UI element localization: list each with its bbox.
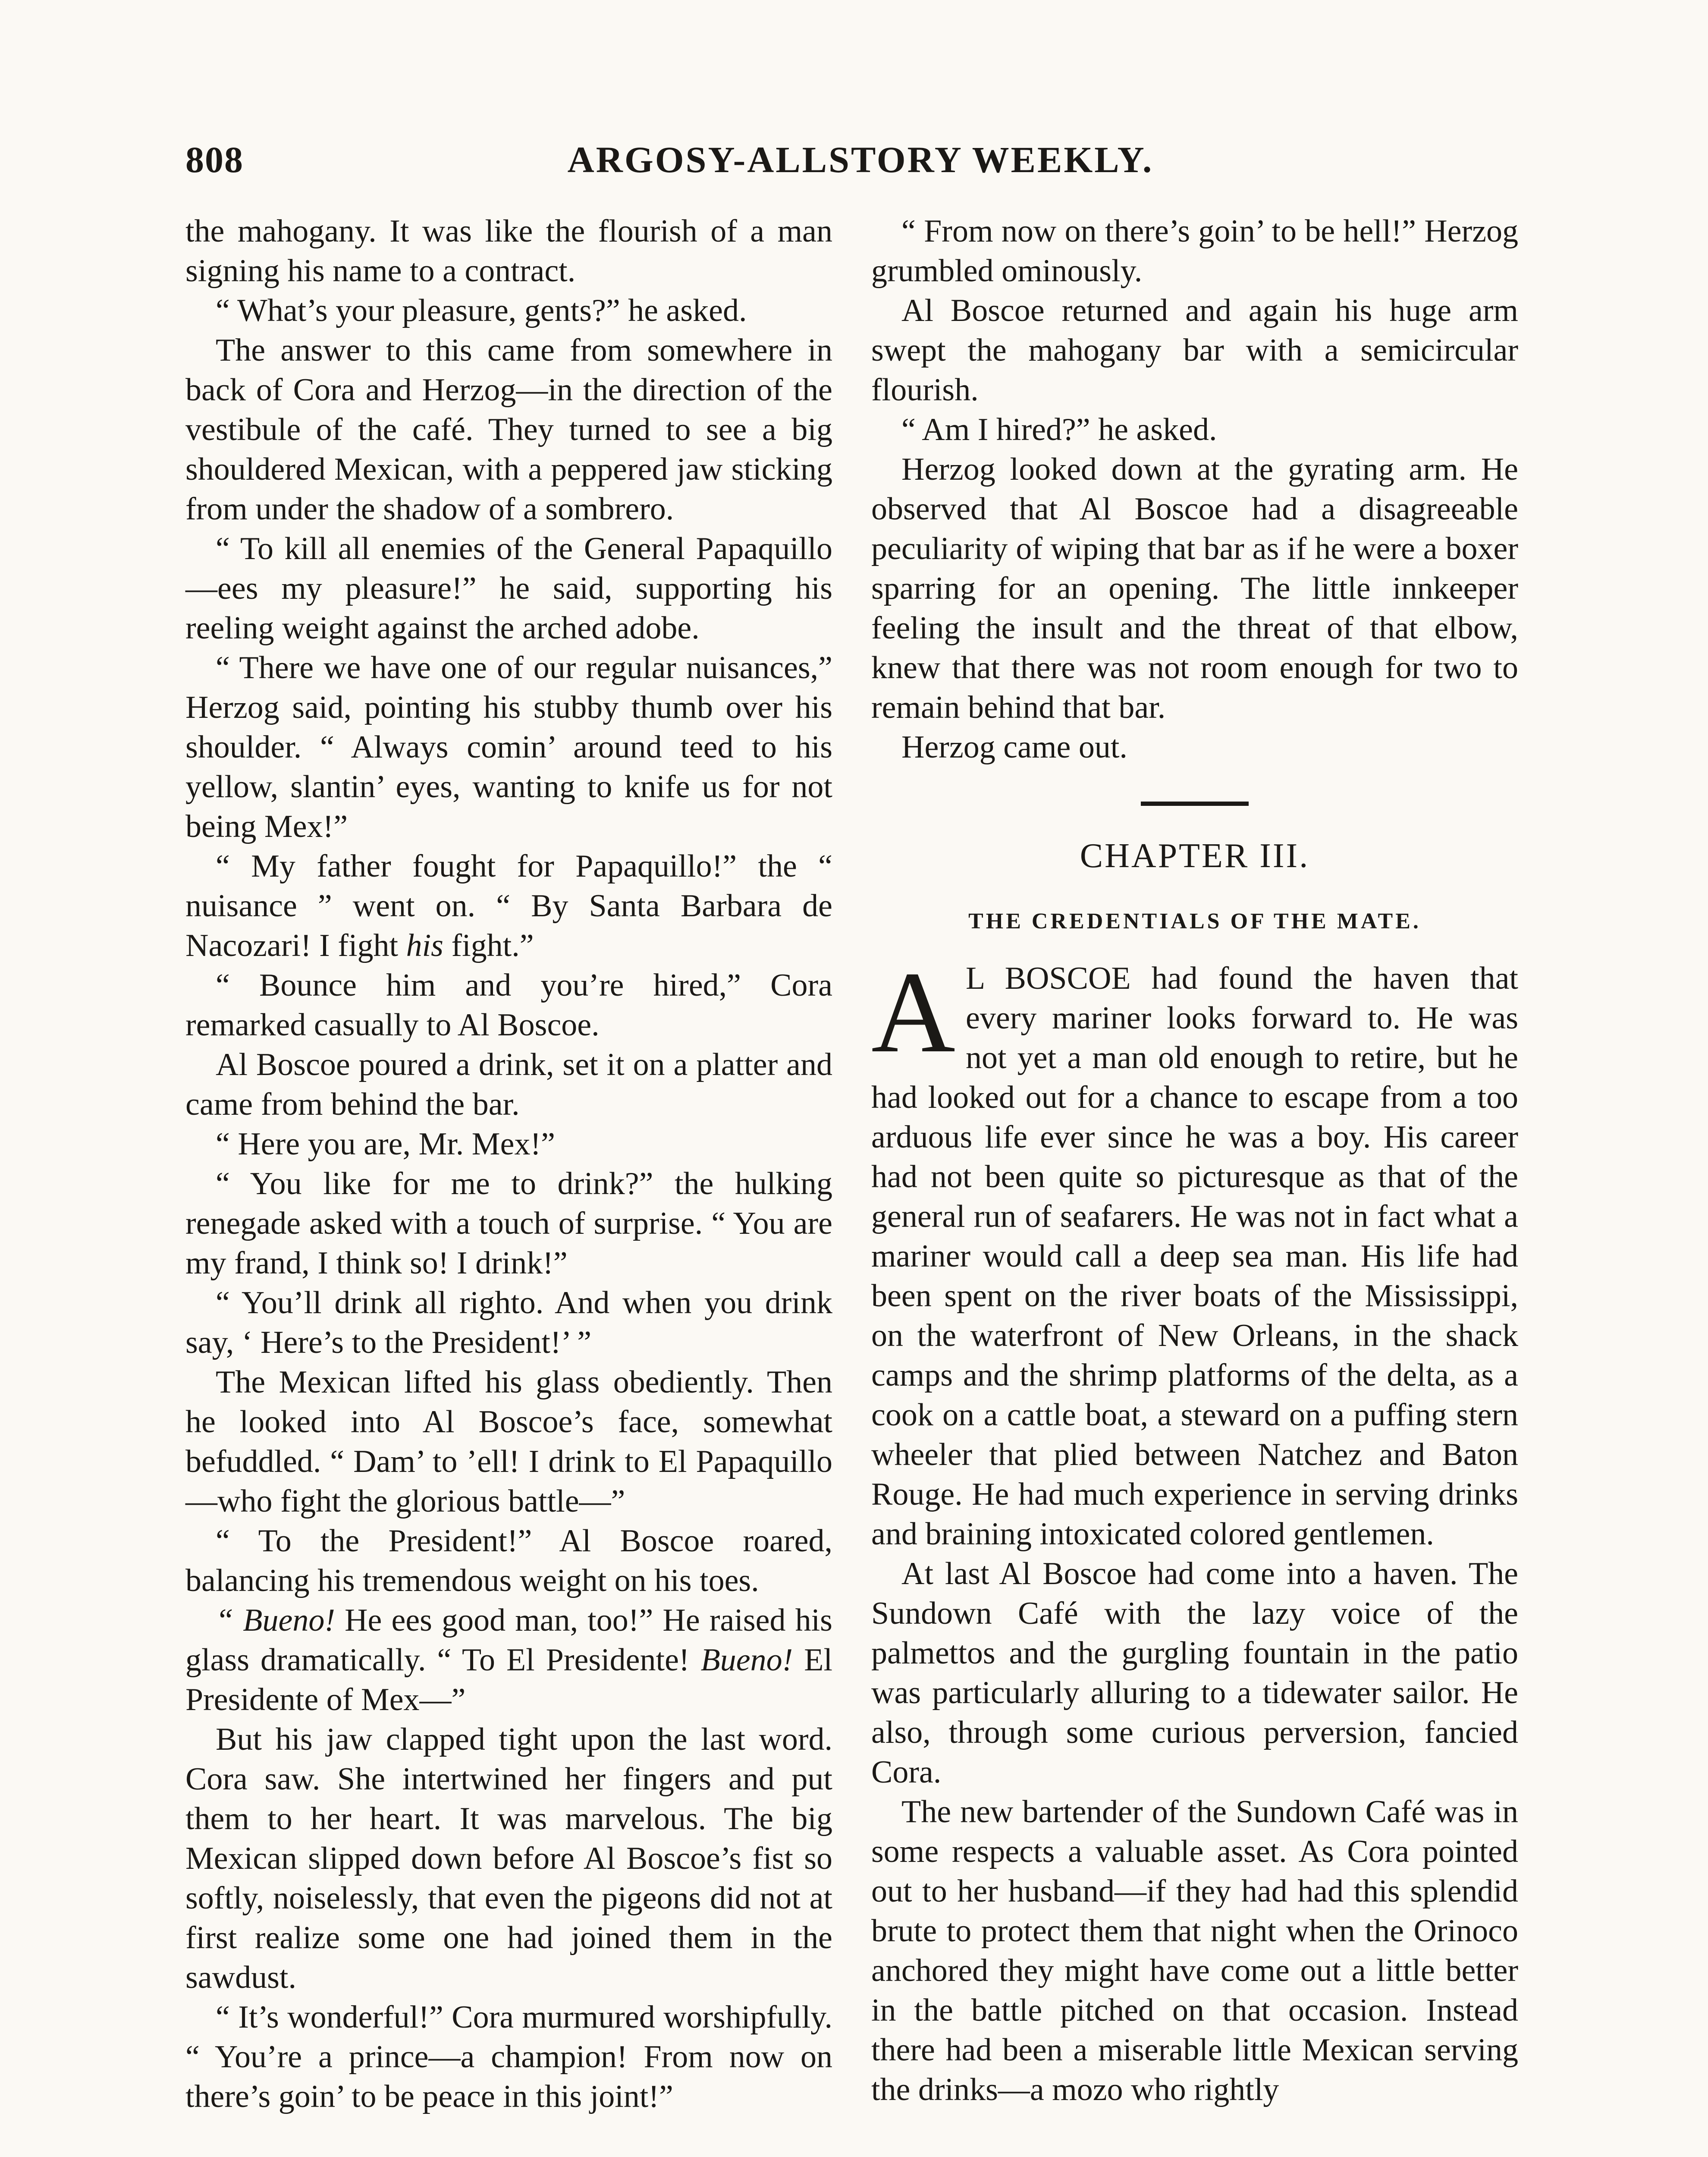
paragraph: “ Here you are, Mr. Mex!”: [216, 1126, 555, 1162]
paragraph: The Mexican lifted his glass obediently. Then he looked into Al Boscoe’s face, somewhat befuddled. “ Dam’ to ’ell! I drink to El Papaquillo—who fight the glorious battle—”: [185, 1365, 832, 1519]
paragraph: [185, 1600, 832, 1720]
chapter-subtitle: THE CREDENTIALS OF THE MATE.: [968, 909, 1421, 934]
paragraph: Herzog looked down at the gyrating arm. He observed that Al Boscoe had a disagreeable peculiarity of wiping that bar as if he were a boxer sparring for an opening. The little innkeeper feeling the insult and the threat of that elbow, knew that there was not room enough for two to remain behind that bar.: [871, 452, 1518, 725]
paragraph: But his jaw clapped tight upon the last word. Cora saw. She intertwined her fingers and put them to her heart. It was marvelous. The big Mexican slipped down before Al Boscoe’s fist so softly, noiselessly, that even the pigeons did not at first realize some one had joined them in the sawdust.: [185, 1722, 832, 1995]
paragraph: Al Boscoe returned and again his huge arm swept the mahogany bar with a semicircular flourish.: [871, 293, 1518, 408]
paragraph: “ To kill all enemies of the General Papaquillo—ees my pleasure!” he said, supporting his reeling weight against the arched adobe.: [185, 531, 832, 646]
paragraph: Al Boscoe poured a drink, set it on a platter and came from behind the bar.: [185, 1047, 832, 1122]
paragraph: The new bartender of the Sundown Café was in some respects a valuable asset. As Cora pointed out to her husband—if they had had this splendid brute to protect them that night when the Orinoco anchored they might have come out a little better in the battle pitched on that occasion. Instead there had been a miserable little Mexican serving the drinks—a mozo who rightly: [871, 1794, 1518, 2107]
paragraph: “ It’s wonderful!” Cora murmured worshipfully. “ You’re a prince—a champion! From now on there’s goin’ to be peace in this joint!”: [185, 2000, 832, 2114]
paragraph: “ You’ll drink all righto. And when you drink say, ‘ Here’s to the President!’ ”: [185, 1285, 832, 1360]
paragraph: “ To the President!” Al Boscoe roared, balancing his tremendous weight on his toes.: [185, 1523, 832, 1598]
text-run: El Presidente of Mex—”: [185, 1642, 833, 1717]
italic-text: his: [406, 928, 443, 963]
left-column: [185, 211, 832, 2116]
paragraph: The answer to this came from somewhere in back of Cora and Herzog—in the direction of the vestibule of the café. They turned to see a big shouldered Mexican, with a peppered jaw sticking from under the shadow of a sombrero.: [185, 333, 832, 527]
drop-cap: A: [871, 948, 955, 1077]
paragraph: the mahogany. It was like the flourish of a man signing his name to a contract.: [185, 214, 832, 289]
paragraph: At last Al Boscoe had come into a haven. The Sundown Café with the lazy voice of the palmettos and the gurgling fountain in the patio was particularly alluring to a tidewater sailor. He also, through some curious perversion, fancied Cora.: [871, 1556, 1518, 1790]
text-run: L BOSCOE had found the haven that every mariner looks forward to. He was not yet a man old enough to retire, but he had looked out for a chance to escape from a too arduous life ever since he was a boy. His career had not been quite so picturesque as that of the general run of seafarers. He was not in fact what a mariner would call a deep sea man. His life had been spent on the river boats of the Mississippi, on the waterfront of New Orleans, in the shack camps and the shrimp platforms of the delta, as a cook on a cattle boat, a steward on a puffing stern wheeler that plied between Natchez and Baton Rouge. He had much experience in serving drinks and braining intoxicated colored gentlemen.: [871, 961, 1518, 1552]
paragraph: “ What’s your pleasure, gents?” he asked.: [216, 293, 747, 328]
paragraph: “ You like for me to drink?” the hulking renegade asked with a touch of surprise. “ You are my frand, I think so! I drink!”: [185, 1166, 832, 1281]
paragraph: Herzog came out.: [901, 729, 1127, 765]
italic-text: “ Bueno!: [216, 1603, 335, 1638]
paragraph: “ Bounce him and you’re hired,” Cora remarked casually to Al Boscoe.: [185, 968, 832, 1043]
paragraph: [185, 846, 832, 965]
page-number: 808: [185, 139, 244, 180]
paragraph: “ Am I hired?” he asked.: [901, 412, 1217, 447]
text-run: He ees good man, too!” He raised his glass dramatically. “ To El Presidente!: [185, 1603, 832, 1678]
page-header: [185, 138, 1535, 186]
text-run: “ My father fought for Papaquillo!” the “ nuisance ” went on. “ By Santa Barbara de Nacozari! I fight: [185, 849, 832, 963]
section-divider: [1141, 802, 1249, 806]
text-run: fight.”: [443, 928, 534, 963]
chapter-title: CHAPTER III.: [1080, 837, 1310, 875]
paragraph: “ There we have one of our regular nuisances,” Herzog said, pointing his stubby thumb over his shoulder. “ Always comin’ around teed to his yellow, slantin’ eyes, wanting to knife us for not being Mex!”: [185, 650, 832, 844]
right-column: [871, 211, 1518, 2110]
italic-text: Bueno!: [700, 1642, 793, 1678]
paragraph: “ From now on there’s goin’ to be hell!” Herzog grumbled ominously.: [871, 214, 1518, 289]
paragraph: [871, 948, 1518, 1554]
running-head: ARGOSY-ALLSTORY WEEKLY.: [567, 139, 1154, 180]
